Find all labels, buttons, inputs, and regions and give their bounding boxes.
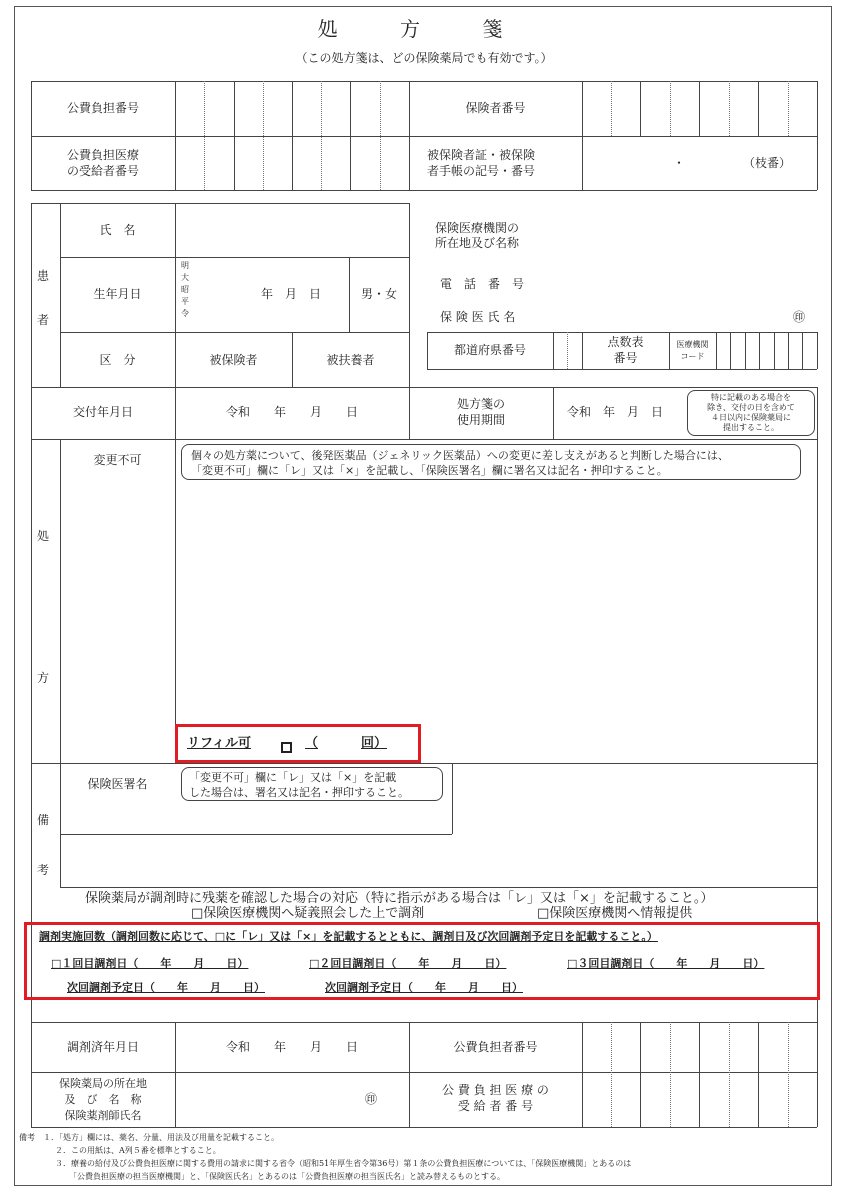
refill-checkbox[interactable] bbox=[281, 737, 292, 756]
rx-note-2: 「変更不可」欄に「レ」又は「×」を記載し、「保険医署名」欄に署名又は記名・押印すること。 bbox=[191, 464, 668, 477]
label-clinic-location-2: 所在地及び名称 bbox=[435, 236, 520, 250]
label-dispensed-date: 調剤済年月日 bbox=[66, 1040, 139, 1054]
residual-instruction: 保険薬局が調剤時に残薬を確認した場合の対応（特に指示がある場合は「レ」又は「×」を記載すること。） bbox=[85, 891, 714, 906]
label-prefecture-number: 都道府県番号 bbox=[453, 343, 526, 357]
label-score-table-2: 番号 bbox=[613, 351, 638, 365]
era-meiji: 明 bbox=[181, 261, 189, 270]
signature-note-2: した場合は、署名又は記名・押印すること。 bbox=[189, 786, 409, 799]
label-insured-card: 被保険者証・被保険 bbox=[427, 148, 536, 162]
label-clinic-code-2: コード bbox=[680, 352, 705, 361]
label-public-payer-number: 公費負担者番号 bbox=[453, 1040, 538, 1054]
signature-note-1: 「変更不可」欄に「レ」又は「×」を記載 bbox=[189, 771, 397, 784]
issue-date-value: 令和 年 月 日 bbox=[225, 405, 358, 419]
label-clinic-phone: 電 話 番 号 bbox=[440, 277, 525, 291]
period-note-3: ４日以内に保険薬局に bbox=[711, 413, 791, 422]
label-doctor-name: 保 険 医 氏 名 bbox=[440, 310, 516, 324]
refill-label: リフィル可 bbox=[187, 736, 251, 751]
dispense-next-2: 次回調剤予定日（ 年 月 日） bbox=[325, 981, 523, 994]
label-birth-date: 生年月日 bbox=[93, 287, 142, 301]
prescription-form bbox=[14, 6, 832, 1186]
label-clinic-code: 医療機関 bbox=[676, 340, 709, 349]
label-patient-name: 氏 名 bbox=[99, 223, 136, 237]
remarks-side-1: 備 bbox=[37, 813, 50, 827]
refill-count-close: 回） bbox=[361, 736, 388, 751]
label-public-number: 公費負担番号 bbox=[66, 101, 139, 115]
era-heisei: 平 bbox=[181, 297, 189, 306]
era-showa: 昭 bbox=[181, 285, 189, 294]
patient-side-2: 者 bbox=[37, 313, 50, 327]
label-insured-card-2: 者手帳の記号・番号 bbox=[427, 164, 536, 178]
dispensed-date-value: 令和 年 月 日 bbox=[225, 1040, 358, 1054]
era-taisho: 大 bbox=[181, 273, 189, 282]
era-reiwa: 令 bbox=[181, 309, 189, 318]
rx-side-1: 処 bbox=[37, 529, 50, 543]
label-usage-period-2: 使用期間 bbox=[456, 413, 505, 427]
label-bottom-public-recipient-2: 受 給 者 番 号 bbox=[457, 1099, 534, 1113]
rx-note-1: 個々の処方薬について、後発医薬品（ジェネリック医薬品）への変更に差し支えがあると判断した場合には、 bbox=[191, 449, 729, 462]
dispense-next-1: 次回調剤予定日（ 年 月 日） bbox=[67, 981, 265, 994]
form-subtitle: （この処方箋は、どの保険薬局でも有効です。） bbox=[295, 51, 553, 65]
period-note-4: 提出すること。 bbox=[723, 423, 779, 432]
period-note-2: 除き、交付の日を含めて bbox=[707, 403, 795, 412]
footnote-1: 備考 １．「処方」欄には、薬名、分量、用法及び用量を記載すること。 bbox=[19, 1133, 279, 1142]
insured-dot: ・ bbox=[673, 156, 686, 170]
residual-option-info[interactable]: □保険医療機関へ情報提供 bbox=[537, 906, 693, 921]
rx-side-2: 方 bbox=[37, 671, 50, 685]
label-branch-number: （枝番） bbox=[743, 156, 792, 170]
refill-open-paren: （ bbox=[305, 736, 319, 751]
birth-ymd: 年 月 日 bbox=[261, 287, 322, 301]
label-pharmacy-location: 保険薬局の所在地 bbox=[59, 1077, 147, 1090]
label-clinic-location: 保険医療機関の bbox=[435, 221, 520, 235]
label-score-table: 点数表 bbox=[607, 335, 644, 349]
label-insurer-number: 保険者番号 bbox=[465, 101, 526, 115]
label-pharmacist-name: 保険薬剤師氏名 bbox=[64, 1109, 142, 1122]
category-insured: 被保険者 bbox=[209, 353, 258, 367]
label-doctor-signature: 保険医署名 bbox=[87, 777, 148, 791]
label-public-recipient-2: の受給者番号 bbox=[66, 164, 139, 178]
label-no-change: 変更不可 bbox=[93, 453, 142, 467]
footnote-3: ３．療養の給付及び公費負担医療に関する費用の請求に関する省令（昭和51年厚生省令第36号）第１条の公費負担医療については、「保険医療機関」とあるのは bbox=[55, 1159, 632, 1168]
footnote-4: 「公費負担医療の担当医療機関」と、「保険医氏名」とあるのは「公費負担医療の担当医氏名」と読み替えるものとする。 bbox=[69, 1172, 505, 1181]
dispense-third[interactable]: □３回目調剤日（ 年 月 日） bbox=[567, 957, 765, 970]
dispense-first[interactable]: □１回目調剤日（ 年 月 日） bbox=[51, 957, 249, 970]
label-bottom-public-recipient: 公 費 負 担 医 療 の bbox=[442, 1083, 549, 1097]
usage-period-date: 令和 年 月 日 bbox=[567, 405, 664, 419]
label-issue-date: 交付年月日 bbox=[72, 405, 133, 419]
label-public-recipient: 公費負担医療 bbox=[66, 148, 139, 162]
label-pharmacy-name: 及 び 名 称 bbox=[64, 1093, 142, 1106]
residual-option-inquiry[interactable]: □保険医療機関へ疑義照会した上で調剤 bbox=[191, 906, 425, 921]
label-category: 区 分 bbox=[99, 353, 136, 367]
remarks-side-2: 考 bbox=[37, 863, 50, 877]
pharmacist-seal: ㊞ bbox=[365, 1092, 378, 1106]
category-dependent: 被扶養者 bbox=[326, 353, 375, 367]
sex-choice: 男・女 bbox=[360, 287, 397, 301]
dispense-heading: 調剤実施回数（調剤回数に応じて、□に「レ」又は「×」を記載するとともに、調剤日及び次回調剤予定日を記載すること。） bbox=[39, 930, 658, 943]
footnote-2: ２．この用紙は、A列５番を標準とすること。 bbox=[55, 1146, 221, 1155]
label-usage-period: 処方箋の bbox=[456, 397, 505, 411]
dispense-second[interactable]: □２回目調剤日（ 年 月 日） bbox=[309, 957, 507, 970]
patient-side-1: 患 bbox=[37, 269, 50, 283]
form-title: 処 方 箋 bbox=[317, 17, 531, 41]
period-note-1: 特に記載のある場合を bbox=[711, 393, 791, 402]
doctor-seal: ㊞ bbox=[793, 310, 806, 324]
